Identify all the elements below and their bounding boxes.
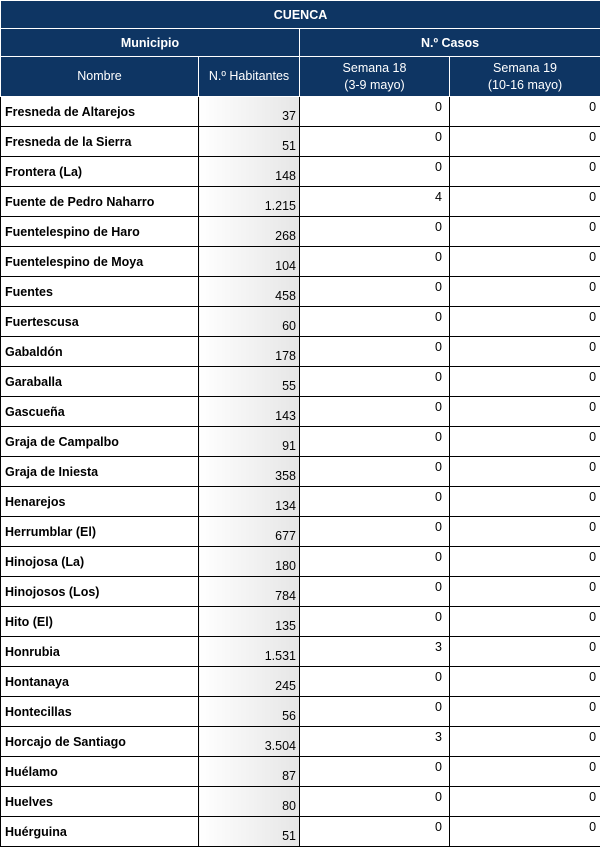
municipio-name-cell: Fresneda de Altarejos [1, 97, 199, 127]
municipio-name-cell: Hontecillas [1, 697, 199, 727]
semana18-label: Semana 18 [300, 60, 449, 77]
semana19-cases-cell: 0 [450, 757, 600, 787]
semana18-column-header [300, 57, 450, 97]
table-row [1, 127, 600, 157]
table-row [1, 337, 600, 367]
table-row [1, 187, 600, 217]
province-header: CUENCA [1, 1, 600, 29]
semana19-cases-cell: 0 [450, 607, 600, 637]
population-cell: 458 [199, 277, 300, 307]
population-cell: 134 [199, 487, 300, 517]
table-row [1, 607, 600, 637]
municipio-name-cell: Fresneda de la Sierra [1, 127, 199, 157]
semana19-cases-cell: 0 [450, 577, 600, 607]
municipio-name-cell: Huelves [1, 787, 199, 817]
semana18-cases-cell: 0 [300, 787, 450, 817]
population-cell: 104 [199, 247, 300, 277]
population-cell: 358 [199, 457, 300, 487]
population-cell: 51 [199, 817, 300, 847]
table-row [1, 727, 600, 757]
population-cell: 60 [199, 307, 300, 337]
semana18-cases-cell: 0 [300, 277, 450, 307]
semana18-dates: (3-9 mayo) [300, 77, 449, 94]
population-cell: 1.215 [199, 187, 300, 217]
municipio-name-cell: Gabaldón [1, 337, 199, 367]
semana18-cases-cell: 0 [300, 817, 450, 847]
municipio-name-cell: Huélamo [1, 757, 199, 787]
municipio-name-cell: Hito (El) [1, 607, 199, 637]
semana18-cases-cell: 0 [300, 307, 450, 337]
semana19-cases-cell: 0 [450, 247, 600, 277]
semana19-cases-cell: 0 [450, 487, 600, 517]
population-cell: 245 [199, 667, 300, 697]
table-row [1, 247, 600, 277]
population-cell: 143 [199, 397, 300, 427]
municipio-group-header: Municipio [1, 29, 300, 57]
semana19-label: Semana 19 [450, 60, 600, 77]
population-cell: 87 [199, 757, 300, 787]
population-cell: 91 [199, 427, 300, 457]
semana18-cases-cell: 0 [300, 97, 450, 127]
table-row [1, 577, 600, 607]
semana19-cases-cell: 0 [450, 637, 600, 667]
semana19-column-header [450, 57, 600, 97]
semana19-cases-cell: 0 [450, 157, 600, 187]
semana18-cases-cell: 0 [300, 457, 450, 487]
semana19-dates: (10-16 mayo) [450, 77, 600, 94]
table-row [1, 667, 600, 697]
semana18-cases-cell: 0 [300, 667, 450, 697]
semana18-cases-cell: 0 [300, 517, 450, 547]
semana18-cases-cell: 4 [300, 187, 450, 217]
municipio-name-cell: Frontera (La) [1, 157, 199, 187]
semana18-cases-cell: 0 [300, 217, 450, 247]
table-row [1, 217, 600, 247]
population-cell: 55 [199, 367, 300, 397]
semana18-cases-cell: 0 [300, 577, 450, 607]
table-row [1, 457, 600, 487]
population-cell: 1.531 [199, 637, 300, 667]
population-cell: 677 [199, 517, 300, 547]
table-row [1, 427, 600, 457]
table-row [1, 487, 600, 517]
semana18-cases-cell: 0 [300, 337, 450, 367]
semana18-cases-cell: 0 [300, 547, 450, 577]
semana19-cases-cell: 0 [450, 667, 600, 697]
table-row [1, 817, 600, 847]
semana19-cases-cell: 0 [450, 337, 600, 367]
table-row [1, 697, 600, 727]
semana19-cases-cell: 0 [450, 547, 600, 577]
semana19-cases-cell: 0 [450, 367, 600, 397]
semana18-cases-cell: 0 [300, 427, 450, 457]
semana19-cases-cell: 0 [450, 397, 600, 427]
semana19-cases-cell: 0 [450, 727, 600, 757]
municipio-name-cell: Hontanaya [1, 667, 199, 697]
semana18-cases-cell: 0 [300, 247, 450, 277]
semana19-cases-cell: 0 [450, 817, 600, 847]
municipio-name-cell: Graja de Campalbo [1, 427, 199, 457]
municipio-name-cell: Herrumblar (El) [1, 517, 199, 547]
population-cell: 268 [199, 217, 300, 247]
table-row [1, 787, 600, 817]
semana19-cases-cell: 0 [450, 307, 600, 337]
municipio-name-cell: Fuertescusa [1, 307, 199, 337]
casos-group-header: N.º Casos [300, 29, 600, 57]
municipio-name-cell: Graja de Iniesta [1, 457, 199, 487]
semana19-cases-cell: 0 [450, 97, 600, 127]
semana18-cases-cell: 0 [300, 757, 450, 787]
semana19-cases-cell: 0 [450, 217, 600, 247]
municipio-name-cell: Huérguina [1, 817, 199, 847]
semana19-cases-cell: 0 [450, 457, 600, 487]
population-cell: 80 [199, 787, 300, 817]
semana19-cases-cell: 0 [450, 277, 600, 307]
municipio-name-cell: Fuentelespino de Haro [1, 217, 199, 247]
semana18-cases-cell: 0 [300, 157, 450, 187]
municipio-name-cell: Fuentes [1, 277, 199, 307]
population-cell: 784 [199, 577, 300, 607]
municipio-name-cell: Hinojosa (La) [1, 547, 199, 577]
semana18-cases-cell: 0 [300, 397, 450, 427]
semana19-cases-cell: 0 [450, 697, 600, 727]
semana18-cases-cell: 0 [300, 487, 450, 517]
table-row [1, 277, 600, 307]
population-cell: 148 [199, 157, 300, 187]
semana18-cases-cell: 0 [300, 607, 450, 637]
table-body [1, 97, 600, 847]
semana19-cases-cell: 0 [450, 517, 600, 547]
municipio-name-cell: Fuente de Pedro Naharro [1, 187, 199, 217]
municipio-name-cell: Henarejos [1, 487, 199, 517]
table-row [1, 517, 600, 547]
population-cell: 135 [199, 607, 300, 637]
semana19-cases-cell: 0 [450, 187, 600, 217]
municipio-name-cell: Horcajo de Santiago [1, 727, 199, 757]
semana18-cases-cell: 0 [300, 697, 450, 727]
table-row [1, 307, 600, 337]
population-cell: 56 [199, 697, 300, 727]
table-row [1, 547, 600, 577]
municipio-name-cell: Fuentelespino de Moya [1, 247, 199, 277]
table-header [1, 1, 600, 97]
population-cell: 3.504 [199, 727, 300, 757]
table-row [1, 367, 600, 397]
municipio-name-cell: Hinojosos (Los) [1, 577, 199, 607]
table-row [1, 97, 600, 127]
municipio-name-cell: Garaballa [1, 367, 199, 397]
population-cell: 51 [199, 127, 300, 157]
table-row [1, 637, 600, 667]
population-cell: 178 [199, 337, 300, 367]
semana19-cases-cell: 0 [450, 127, 600, 157]
population-cell: 180 [199, 547, 300, 577]
semana19-cases-cell: 0 [450, 427, 600, 457]
semana18-cases-cell: 3 [300, 727, 450, 757]
municipio-name-cell: Honrubia [1, 637, 199, 667]
table-row [1, 757, 600, 787]
municipio-name-cell: Gascueña [1, 397, 199, 427]
semana19-cases-cell: 0 [450, 787, 600, 817]
semana18-cases-cell: 0 [300, 127, 450, 157]
nombre-column-header: Nombre [1, 57, 199, 97]
semana18-cases-cell: 0 [300, 367, 450, 397]
table-row [1, 397, 600, 427]
table-row [1, 157, 600, 187]
semana18-cases-cell: 3 [300, 637, 450, 667]
habitantes-column-header: N.º Habitantes [199, 57, 300, 97]
population-cell: 37 [199, 97, 300, 127]
